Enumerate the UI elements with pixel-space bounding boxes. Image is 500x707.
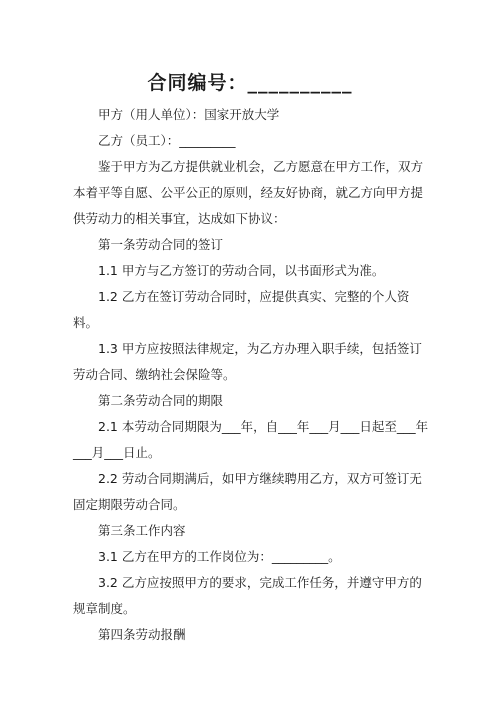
- clause-3-1: 3.1 乙方在甲方的工作岗位为：_________。: [98, 549, 341, 564]
- article-2-heading: 第二条劳动合同的期限: [98, 393, 224, 408]
- clause-1-2: 1.2 乙方在签订劳动合同时，应提供真实、完整的个人资料。: [73, 289, 410, 330]
- contract-body: [73, 102, 433, 648]
- article-4-heading: 第四条劳动报酬: [98, 627, 186, 642]
- party-b-line: 乙方（员工）：_________: [98, 133, 236, 148]
- contract-number-title: 合同编号：__________: [147, 72, 353, 94]
- preamble-paragraph: 鉴于甲方为乙方提供就业机会，乙方愿意在甲方工作，双方本着平等自愿、公平公正的原则，经友好协商，就乙方向甲方提供劳动力的相关事宜，达成如下协议：: [73, 159, 424, 226]
- clause-1-1: 1.1 甲方与乙方签订的劳动合同，以书面形式为准。: [98, 263, 385, 278]
- clause-2-2: 2.2 劳动合同期满后，如甲方继续聘用乙方，双方可签订无固定期限劳动合同。: [73, 471, 422, 512]
- party-a-line: 甲方（用人单位）：国家开放大学: [98, 107, 280, 122]
- clause-2-1: 2.1 本劳动合同期限为___年，自___年___月___日起至___年___月___日止。: [73, 419, 429, 460]
- clause-1-3: 1.3 甲方应按照法律规定，为乙方办理入职手续，包括签订劳动合同、缴纳社会保险等。: [73, 341, 422, 382]
- article-3-heading: 第三条工作内容: [98, 523, 186, 538]
- article-1-heading: 第一条劳动合同的签订: [98, 237, 224, 252]
- clause-3-2: 3.2 乙方应按照甲方的要求，完成工作任务，并遵守甲方的规章制度。: [73, 575, 422, 616]
